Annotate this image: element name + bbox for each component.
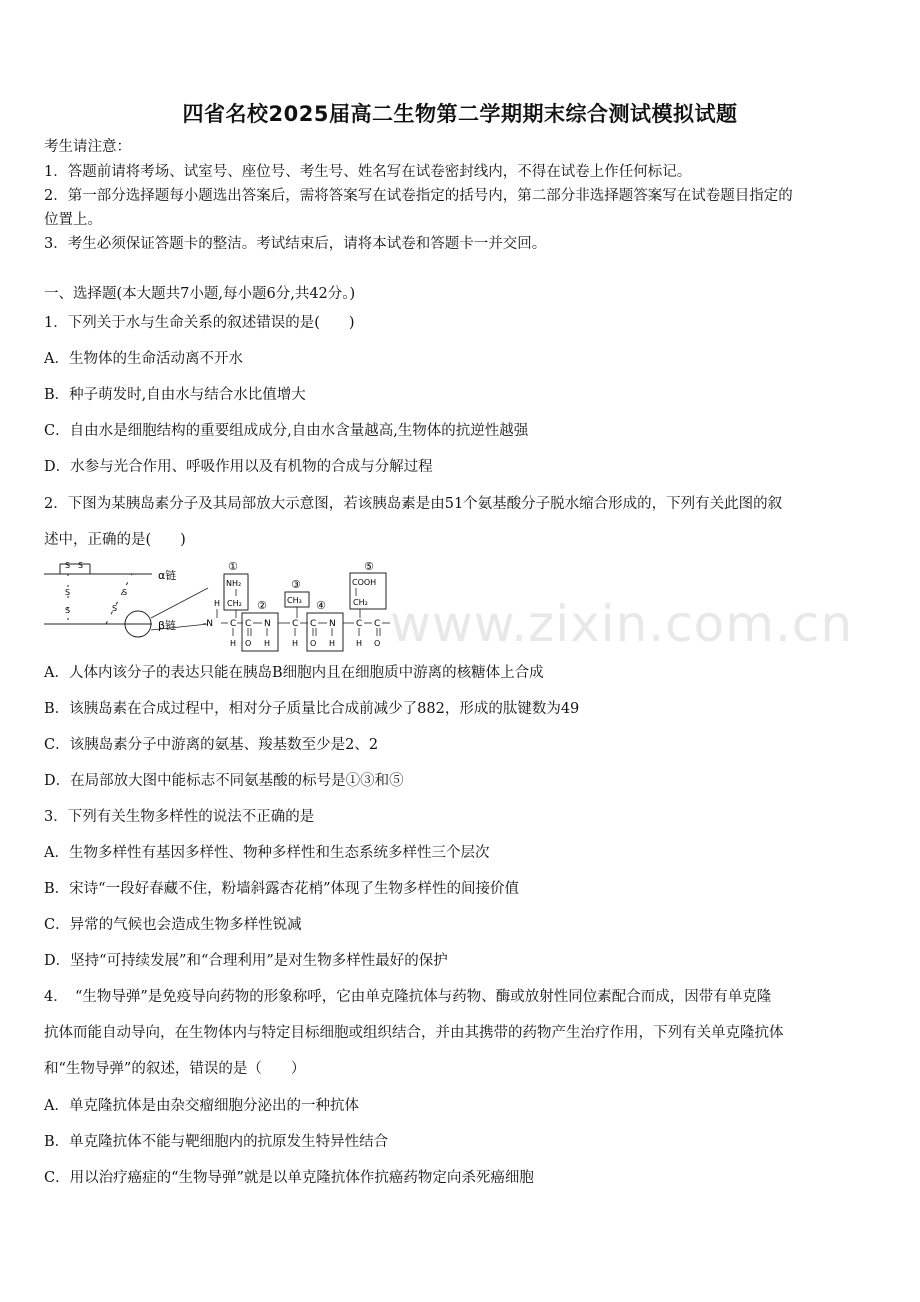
atom-label: H xyxy=(214,599,221,608)
page-title: 四省名校2025届高二生物第二学期期末综合测试模拟试题 xyxy=(182,102,738,126)
notice-item: 3．考生必须保证答题卡的整洁。考试结束后，请将本试卷和答题卡一并交回。 xyxy=(44,236,547,252)
atom-label: H xyxy=(356,639,363,648)
atom-label: C xyxy=(374,619,381,629)
option-d: D．水参与光合作用、呼吸作用以及有机物的合成与分解过程 xyxy=(44,459,433,475)
question-stem: 2．下图为某胰岛素分子及其局部放大示意图，若该胰岛素是由51个氨基酸分子脱水缩合形成的，下列有关此图的叙 xyxy=(44,496,783,512)
question-stem: 和“生物导弹”的叙述，错误的是（ ） xyxy=(44,1061,306,1077)
circled-number: ① xyxy=(228,560,238,573)
ss-label: S xyxy=(65,561,71,570)
beta-chain-label: β链 xyxy=(158,619,177,632)
group-label: CH₃ xyxy=(287,596,302,605)
option-b: B．种子萌发时,自由水与结合水比值增大 xyxy=(44,387,306,403)
ss-label: S xyxy=(78,561,84,570)
option-a: A．人体内该分子的表达只能在胰岛B细胞内且在细胞质中游离的核糖体上合成 xyxy=(44,665,544,681)
question-stem: 4． “生物导弹”是免疫导向药物的形象称呼，它由单克隆抗体与药物、酶或放射性同位素配合而成，因带有单克隆 xyxy=(44,989,772,1005)
atom-label: H xyxy=(264,639,271,648)
atom-label: H xyxy=(292,639,299,648)
ss-label: S xyxy=(65,588,71,597)
atom-label: H xyxy=(230,639,237,648)
question-stem: 3．下列有关生物多样性的说法不正确的是 xyxy=(44,809,315,825)
backbone-label: -N xyxy=(203,619,213,629)
group-label: NH₂ xyxy=(226,579,242,588)
atom-label: C xyxy=(310,619,317,629)
atom-label: O xyxy=(245,639,252,648)
group-label: CH₂ xyxy=(353,598,368,607)
notice-heading: 考生请注意： xyxy=(44,139,131,155)
group-label: CH₂ xyxy=(227,599,242,608)
ss-label: S xyxy=(65,606,71,615)
option-b: B．单克隆抗体不能与靶细胞内的抗原发生特异性结合 xyxy=(44,1134,389,1150)
notice-item: 1．答题前请将考场、试室号、座位号、考生号、姓名写在试卷密封线内，不得在试卷上作任何标记。 xyxy=(44,164,692,180)
atom-label: H xyxy=(329,639,336,648)
watermark: www.zixin.com.cn xyxy=(390,595,854,653)
alpha-chain-label: α链 xyxy=(158,569,177,582)
ss-label: S xyxy=(122,588,128,597)
question-stem: 抗体而能自动导向，在生物体内与特定目标细胞或组织结合，并由其携带的药物产生治疗作用，下列有关单克隆抗体 xyxy=(44,1025,784,1041)
atom-label: C xyxy=(245,619,252,629)
option-c: C．异常的气候也会造成生物多样性锐减 xyxy=(44,917,302,933)
circled-number: ⑤ xyxy=(364,560,374,573)
section-heading: 一、选择题(本大题共7小题,每小题6分,共42分。) xyxy=(44,286,356,302)
option-b: B．宋诗“一段好春藏不住，粉墙斜露杏花梢”体现了生物多样性的间接价值 xyxy=(44,881,519,897)
atom-label: O xyxy=(310,639,317,648)
notice-item: 位置上。 xyxy=(44,212,102,228)
option-a: A．生物体的生命活动离不开水 xyxy=(44,351,243,367)
option-d: D．在局部放大图中能标志不同氨基酸的标号是①③和⑤ xyxy=(44,773,404,789)
option-a: A．单克隆抗体是由杂交瘤细胞分泌出的一种抗体 xyxy=(44,1098,359,1114)
group-label: COOH xyxy=(352,578,377,587)
circled-number: ② xyxy=(257,599,267,612)
option-b: B．该胰岛素在合成过程中，相对分子质量比合成前减少了882，形成的肽键数为49 xyxy=(44,701,580,717)
atom-label: O xyxy=(374,639,381,648)
option-c: C．该胰岛素分子中游离的氨基、羧基数至少是2、2 xyxy=(44,737,379,753)
circled-number: ③ xyxy=(291,578,301,591)
question-stem: 1．下列关于水与生命关系的叙述错误的是( ) xyxy=(44,315,355,331)
atom-label: N xyxy=(264,619,271,629)
atom-label: N xyxy=(329,619,336,629)
atom-label: C xyxy=(230,619,237,629)
notice-item: 2．第一部分选择题每小题选出答案后，需将答案写在试卷指定的括号内，第二部分非选择题答案写在试卷题目指定的 xyxy=(44,188,793,204)
atom-label: C xyxy=(356,619,363,629)
option-c: C．自由水是细胞结构的重要组成成分,自由水含量越高,生物体的抗逆性越强 xyxy=(44,423,529,439)
option-a: A．生物多样性有基因多样性、物种多样性和生态系统多样性三个层次 xyxy=(44,845,490,861)
circled-number: ④ xyxy=(316,599,326,612)
atom-label: C xyxy=(292,619,299,629)
ss-label: S xyxy=(112,604,118,613)
question-stem: 述中，正确的是( ) xyxy=(44,532,186,548)
insulin-figure xyxy=(40,558,420,654)
option-c: C．用以治疗癌症的“生物导弹”就是以单克隆抗体作抗癌药物定向杀死癌细胞 xyxy=(44,1170,534,1186)
option-d: D．坚持“可持续发展”和“合理利用”是对生物多样性最好的保护 xyxy=(44,953,448,969)
